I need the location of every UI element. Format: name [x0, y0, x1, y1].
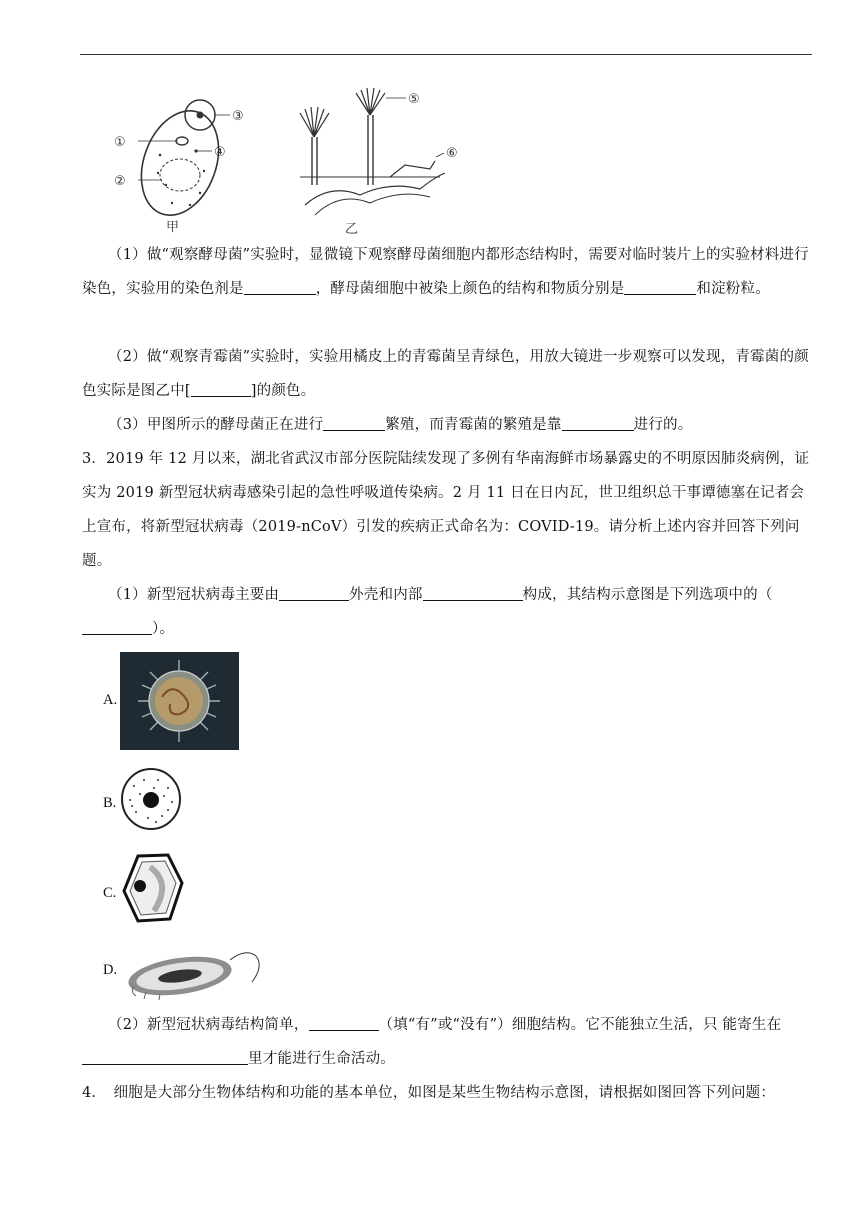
q4-stem: 4． 细胞是大部分生物体结构和功能的基本单位，如图是某些生物结构示意图，请根据如图回答下列问题：	[82, 1085, 776, 1101]
option-b-animal-cell-image[interactable]	[118, 766, 184, 832]
label-1: ①	[114, 135, 126, 150]
option-a-virus-image[interactable]	[120, 652, 239, 750]
label-3: ③	[232, 109, 244, 124]
header-rule	[80, 54, 812, 55]
option-c-label: C.	[103, 885, 117, 901]
label-jia: 甲	[166, 220, 180, 235]
q3-part2: （2）新型冠状病毒结构简单， （填“有”或“没有”）细胞结构。它不能独立生活，只 能寄生在 里才能进行生命活动。	[82, 1008, 812, 1076]
q2-part2: （2）做“观察青霉菌”实验时，实验用橘皮上的青霉菌呈青绿色，用放大镜进一步观察可以发现，青霉菌的颜色实际是图乙中[ ]的颜色。	[82, 349, 809, 399]
option-a-label: A.	[103, 692, 118, 708]
q3-part1: （1）新型冠状病毒主要由 外壳和内部 构成，其结构示意图是下列选项中的（）。	[82, 578, 812, 646]
label-4: ④	[214, 145, 226, 160]
option-b-label: B.	[103, 795, 117, 811]
option-c-plant-cell-image[interactable]	[120, 853, 186, 925]
q2-part3: （3）甲图所示的酵母菌正在进行 繁殖，而青霉菌的繁殖是靠 进行的。	[108, 417, 693, 433]
label-2: ②	[114, 174, 126, 189]
q3-stem: 3．2019 年 12 月以来，湖北省武汉市部分医院陆续发现了多例有华南海鲜市场暴露史的不明原因肺炎病例，证实为 2019 新型冠状病毒感染引起的急性呼吸道传染病。2 月 11 日在日内瓦，世卫组织总干事谭德塞在记者会上宣布，将新型冠状病毒（2019-nCoV）引发的疾病正式命名为：COVID-19。请分析上述内容并回答下列问题。	[82, 451, 810, 569]
yeast-penicillium-figure	[100, 85, 480, 237]
label-6: ⑥	[446, 146, 458, 161]
option-d-bacterium-image[interactable]	[126, 942, 268, 1002]
label-5: ⑤	[408, 92, 420, 107]
q2-part1: （1）做“观察酵母菌”实验时，显微镜下观察酵母菌细胞内都形态结构时，需要对临时装片上的实验材料进行染色，实验用的染色剂是 ，酵母菌细胞中被染上颜色的结构和物质分别是 和淀粉粒。	[82, 247, 809, 297]
label-yi: 乙	[345, 222, 359, 237]
option-d-label: D.	[103, 962, 118, 978]
